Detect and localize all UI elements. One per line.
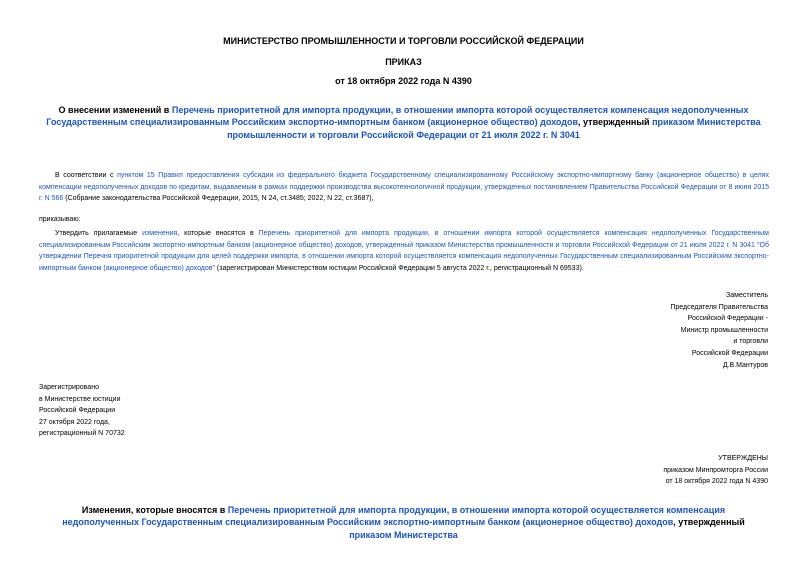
order-3041-link[interactable]: приказом Министерства промышленности и торговли Российской Федерации от 21 июля 2022 г. N 3041 [227,117,761,140]
approved-date: от 18 октября 2022 года N 4390 [665,478,768,486]
changes-link[interactable]: изменения [142,230,178,237]
order-title [45,104,762,141]
registration-line: Зарегистрировано [39,384,99,391]
signature-line: и торговли [733,338,768,346]
changes-perechen-link[interactable]: Перечень приоритетной для импорта продукции, в отношении импорта которой осуществляется компенсация недополученных Государственным специализированным Российским экспортно-импортным банком (акционерное общество) доходов [62,505,726,528]
registration-block [39,382,239,440]
ministry-heading: МИНИСТЕРСТВО ПРОМЫШЛЕННОСТИ И ТОРГОВЛИ РОССИЙСКОЙ ФЕДЕРАЦИИ [223,36,584,46]
signatory-name: Д.В.Мантуров [722,361,768,369]
approve-text-start: Утвердить прилагаемые [55,230,143,237]
registration-line: в Министерстве юстиции [39,395,121,403]
basis-text-end: (Собрание законодательства Российской Федерации, 2015, N 24, ст.3485; 2022, N 22, ст.3687), [63,195,374,203]
changes-title [45,504,762,541]
approve-text-end: (зарегистрирован Министерством юстиции Российской Федерации 5 августа 2022 г., регистрационный N 69533). [214,264,584,272]
signature-line: Российской Федерации [691,349,768,357]
approve-paragraph [39,228,769,274]
approved-label: УТВЕРЖДЕНЫ [718,455,768,462]
title-middle: , утвержденный [578,117,653,128]
title-prefix: О внесении изменений в [58,105,172,115]
order-date-number: от 18 октября 2022 года N 4390 [335,76,472,86]
approved-block [548,453,768,488]
signature-line: Председателя Правительства [670,303,768,311]
registration-line: Российской Федерации [39,407,116,415]
perechen-order-link[interactable]: Перечень приоритетной для импорта продукции, в отношении импорта которой осуществляется компенсация недополученных Государственным специализированным Российским экспортно-импортным банком (акционерное общество) доходов, утвержденный приказом Министерства промышленности и торговли Российской Федерации от 21 июля 2022 г. N 3041 "Об утверждении Перечня приоритетной продукции для целей поддержки импорта, в отношении импорта которой осуществляется компенсация недополученных Государственным специализированным Российским экспортно-импортным банком (акционерное общество) доходов" [39,230,769,272]
changes-title-prefix: Изменения, которые вносятся в [81,505,228,515]
orders-word: приказываю: [39,216,81,223]
document-type-heading: ПРИКАЗ [385,57,422,67]
changes-order-link[interactable]: приказом Министерства [349,529,458,540]
perechen-link[interactable]: Перечень приоритетной для импорта продукции, в отношении импорта которой осуществляется компенсация недополученных Государственным специализированным Российским экспортно-импортным банком (акционерное общество) доходов [46,105,749,128]
registration-number: регистрационный N 70732 [39,430,125,438]
signature-line: Заместитель [726,292,768,299]
approve-text-middle: , которые вносятся в [177,230,259,237]
rules-point-15-link[interactable]: пунктом 15 Правил предоставления субсидии из федерального бюджета Государственному специализированному Российскому экспортно-импортному банку (акционерное общество) в целях компенсации недополученных доходов по кредитам, выдаваемым в рамках поддержки производства высокотехнологичной продукции, утвержденных постановлением Правительства Российской Федерации от 8 июня 2015 г. N 566 [39,172,770,203]
basis-text-start: В соответствии с [55,172,118,179]
changes-title-middle: , утвержденный [673,517,745,528]
registration-date: 27 октября 2022 года, [39,418,110,426]
signature-line: Министр промышленности [680,326,768,334]
signature-line: Российской Федерации - [687,315,768,323]
approved-line: приказом Минпромторга России [663,466,768,474]
signature-block [568,290,768,371]
basis-paragraph [39,170,769,205]
